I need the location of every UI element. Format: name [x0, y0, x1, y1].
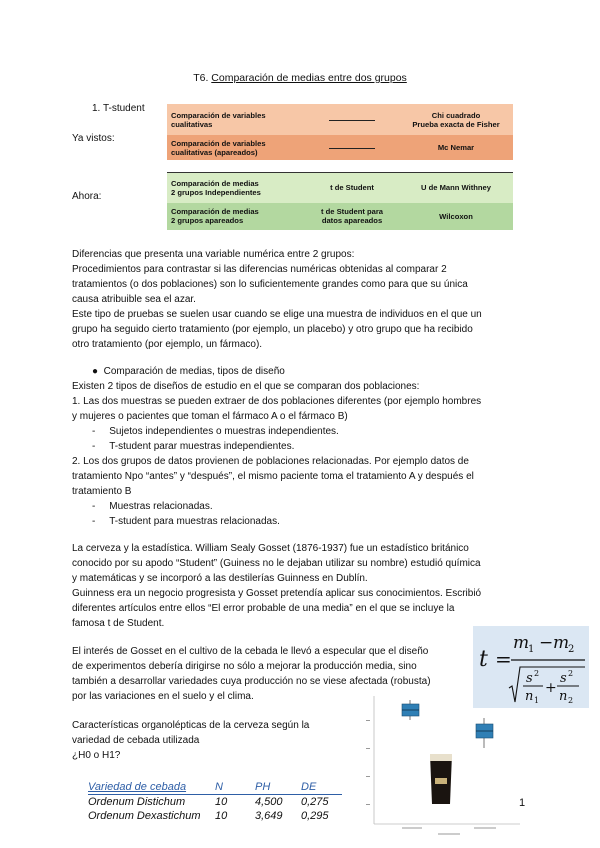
- dash-cell: [305, 104, 399, 135]
- text-line: tratamiento B: [72, 486, 132, 497]
- formula-n1-sub: 1: [534, 696, 540, 705]
- y-tick: [366, 748, 370, 749]
- y-tick: [366, 776, 370, 777]
- text-line: Características organolépticas de la cerveza según la: [72, 720, 310, 731]
- formula-sub2: 2: [568, 644, 575, 655]
- text-line: Diferencias que presenta una variable numérica entre 2 grupos:: [72, 249, 355, 260]
- list-item: - Muestras relacionadas.: [92, 501, 213, 512]
- label-ahora: Ahora:: [72, 191, 102, 202]
- formula-s-b: s: [560, 671, 567, 686]
- cell: Comparación de medias 2 grupos Independientes: [167, 173, 305, 203]
- text-line: Procedimientos para contrastar si las diferencias numéricas obtenidas al comparar 2: [72, 264, 447, 275]
- cell: Wilcoxon: [399, 203, 513, 230]
- text-line: también a desarrollar variedades cuya producción no se viese afectada (robusta): [72, 676, 431, 687]
- formula-t: t: [479, 647, 488, 672]
- sub-list-2: [92, 499, 280, 529]
- page-number: 1: [519, 797, 526, 809]
- text-line: 1. Las dos muestras se pueden extraer de dos poblaciones diferentes (por ejemplo hombres: [72, 396, 482, 407]
- table-row: [88, 795, 342, 810]
- col-header-variedad: [88, 780, 214, 795]
- text-line: de experimentos debería dirigirse no sólo a mejorar la producción media, sino: [72, 661, 417, 672]
- section-heading: 1. T-student: [92, 103, 145, 114]
- cebada-table: [88, 780, 342, 823]
- x-tick-label-1: [402, 827, 422, 829]
- text-line: El interés de Gosset en el cultivo de la cebada le llevó a especular que el diseño: [72, 646, 429, 657]
- table-ahora: [167, 172, 513, 230]
- text-line: diferentes artículos entre ellos “El error probable de una media” en el que se incluye la: [72, 603, 455, 614]
- col-header-de: DE: [300, 780, 342, 795]
- list-item: - Sujetos independientes o muestras independientes.: [92, 426, 339, 437]
- cell-de: 0,295: [301, 810, 329, 822]
- cell-n: 10: [215, 810, 228, 822]
- paragraph-cerveza: [72, 541, 542, 631]
- sub-list-1: [92, 424, 339, 454]
- y-tick: [366, 804, 370, 805]
- list-item: - T-student parar muestras independientes.: [92, 441, 295, 452]
- list-item: - T-student para muestras relacionadas.: [92, 516, 280, 527]
- text-line: variedad de cebada utilizada: [72, 735, 200, 746]
- formula-n2: n: [559, 689, 568, 704]
- text-line: Este tipo de pruebas se suelen usar cuando se elige una muestra de individuos en el que un: [72, 309, 482, 320]
- text-line: Existen 2 tipos de diseños de estudio en el que se comparan dos poblaciones:: [72, 381, 420, 392]
- list-item-text: Sujetos independientes o muestras independientes.: [109, 426, 339, 437]
- page-title: [0, 72, 600, 84]
- table-row: [167, 203, 513, 230]
- formula-sq-b: 2: [568, 669, 574, 678]
- text-line: ¿H0 o H1?: [72, 750, 121, 761]
- cell-variedad: Ordenum Distichum: [88, 796, 186, 808]
- cell: Mc Nemar: [399, 135, 513, 160]
- paragraph-diferencias: [72, 247, 532, 352]
- list-item-text: T-student para muestras relacionadas.: [109, 516, 280, 527]
- formula-minus: −: [539, 633, 554, 653]
- cell: Chi cuadrado Prueba exacta de Fisher: [399, 104, 513, 135]
- paragraph-disenos: [72, 379, 542, 424]
- text-line: 2. Los dos grupos de datos provienen de poblaciones relacionadas. Por ejemplo datos de: [72, 456, 469, 467]
- glass-foam: [430, 754, 452, 761]
- cell-de: 0,275: [301, 796, 329, 808]
- text-line: La cerveza y la estadística. William Sealy Gosset (1876-1937) fue un estadístico británico: [72, 543, 469, 554]
- cell: t de Student: [305, 173, 399, 203]
- text-line: y matemáticas y se incorporó a las destilerías Guinness en Dublín.: [72, 573, 368, 584]
- formula-eq: =: [495, 647, 512, 671]
- cell-variedad: Ordenum Dexastichum: [88, 810, 201, 822]
- cell-n: 10: [215, 796, 228, 808]
- dash-cell: [305, 135, 399, 160]
- formula-plus: +: [545, 680, 557, 696]
- formula-m2: m: [553, 633, 570, 653]
- paragraph-caracteristicas: [72, 718, 372, 763]
- table-ya-vistos: [167, 104, 513, 160]
- cell-ph: 4,500: [255, 796, 283, 808]
- header-text: Variedad de cebada: [88, 781, 187, 793]
- x-tick-label-2: [474, 827, 496, 829]
- text-line: tratamientos (o dos poblaciones) son lo suficientemente grandes como para que su única: [72, 279, 468, 290]
- title-prefix: T6.: [193, 72, 212, 84]
- label-ya-vistos: Ya vistos:: [72, 133, 115, 144]
- text-line: y mujeres o pacientes que toman el fármaco A o el fármaco B): [72, 411, 348, 422]
- text-line: Guinness era un negocio progresista y Gosset pretendía aplicar sus conocimientos. Escribió: [72, 588, 482, 599]
- cell: Comparación de variables cualitativas: [167, 104, 305, 135]
- y-ticks: [366, 720, 370, 805]
- cell-ph: 3,649: [255, 810, 283, 822]
- x-axis-title: [438, 833, 460, 835]
- cebada-table-grid: [88, 780, 342, 823]
- text-line: tratamiento Npo “antes” y “después”, el mismo paciente toma el tratamiento A y después el: [72, 471, 474, 482]
- formula-sub1: 1: [528, 644, 535, 655]
- text-line: conocido por su apodo “Student” (Guiness no le dejaban utilizar su nombre) estudió química: [72, 558, 481, 569]
- title-link: Comparación de medias entre dos grupos: [211, 72, 407, 84]
- beer-glass-icon: [430, 754, 452, 804]
- formula-s-a: s: [526, 671, 533, 686]
- bullet-text: Comparación de medias, tipos de diseño: [103, 366, 285, 377]
- col-header-n: N: [214, 780, 254, 795]
- table-row: [88, 809, 342, 823]
- cell: Comparación de variables cualitativas (apareados): [167, 135, 305, 160]
- bullet-dot-icon: ●: [92, 366, 99, 377]
- cell: Comparación de medias 2 grupos apareados: [167, 203, 305, 230]
- formula-n2-sub: 2: [568, 696, 574, 705]
- text-line: por las variaciones en el suelo y el clima.: [72, 691, 254, 702]
- table-header-row: [88, 780, 342, 795]
- cell: t de Student para datos apareados: [305, 203, 399, 230]
- text-line: causa atribuible sea el azar.: [72, 294, 196, 305]
- text-line: otro tratamiento (por ejemplo, un fármaco).: [72, 339, 263, 350]
- y-tick: [366, 720, 370, 721]
- table-row: [167, 135, 513, 160]
- formula-sq-a: 2: [534, 669, 540, 678]
- text-line: famosa t de Student.: [72, 618, 165, 629]
- cell: U de Mann Withney: [399, 173, 513, 203]
- table-row: [167, 173, 513, 203]
- col-header-ph: PH: [254, 780, 300, 795]
- formula-m1: m: [513, 633, 530, 653]
- boxplot-svg: [352, 690, 524, 840]
- table-row: [167, 104, 513, 135]
- list-item-text: Muestras relacionadas.: [109, 501, 213, 512]
- list-item-text: T-student parar muestras independientes.: [109, 441, 295, 452]
- text-line: grupo ha seguido cierto tratamiento (por ejemplo, un placebo) y otro grupo que ha recibido: [72, 324, 473, 335]
- paragraph-relacionadas: [72, 454, 542, 499]
- glass-label: [435, 778, 447, 784]
- formula-n1: n: [525, 689, 534, 704]
- bullet-heading: [92, 364, 285, 379]
- boxplot-figure: [352, 690, 524, 840]
